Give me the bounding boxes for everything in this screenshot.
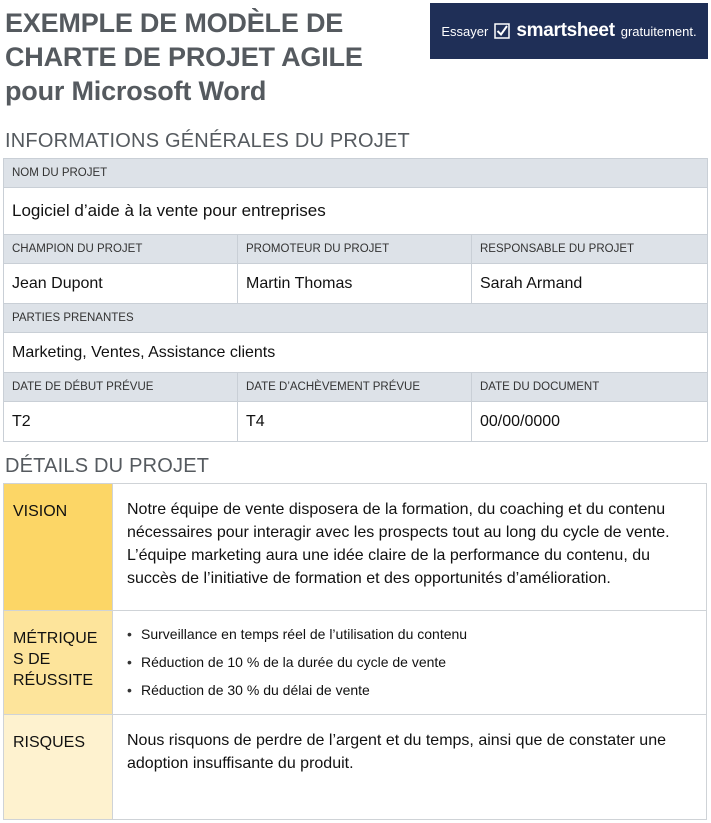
sponsor-label: PROMOTEUR DU PROJET [238,235,472,264]
metric-item: • Réduction de 30 % du délai de vente [127,676,692,704]
title-line-2: CHARTE DE PROJET AGILE [5,42,363,72]
document-date-value: 00/00/0000 [472,402,708,442]
risks-text: Nous risquons de perdre de l’argent et du temps, ainsi que de constater une adoption insuffisante du produit. [113,715,707,820]
document-title [5,6,425,108]
smartsheet-trial-banner[interactable] [430,3,708,59]
metrics-label-line-2: S DE [13,651,51,668]
champion-label: CHAMPION DU PROJET [4,235,238,264]
stakeholders-value: Marketing, Ventes, Assistance clients [4,333,708,373]
project-name-value: Logiciel d’aide à la vente pour entreprises [4,188,708,235]
project-details-heading: DÉTAILS DU PROJET [5,455,210,477]
metrics-label-line-3: RÉUSSITE [13,672,94,689]
vision-text: Notre équipe de vente disposera de la formation, du coaching et du contenu nécessaires pour interagir avec les prospects tout au long du cycle de vente. L’équipe marketing aura une idée claire de la performance du contenu, du succès de l’initiative de formation et des opportunités d’amélioration. [113,484,707,611]
banner-post-text: gratuitement. [620,23,697,39]
project-name-label: NOM DU PROJET [4,159,708,188]
end-date-value: T4 [238,402,472,442]
banner-brand: smartsheet [516,20,615,41]
project-details-table [3,483,707,820]
start-date-label: DATE DE DÉBUT PRÉVUE [4,373,238,402]
metrics-list-cell [113,611,707,715]
end-date-label: DATE D’ACHÈVEMENT PRÉVUE [238,373,472,402]
general-info-table [3,158,708,442]
banner-pre-text: Essayer [441,23,489,39]
title-line-1: EXEMPLE DE MODÈLE DE [5,8,344,38]
metric-item: • Surveillance en temps réel de l’utilisation du contenu [127,620,692,648]
metrics-list [127,620,692,704]
smartsheet-check-icon [494,23,510,39]
stakeholders-label: PARTIES PRENANTES [4,304,708,333]
manager-value: Sarah Armand [472,264,708,304]
vision-label: VISION [4,484,113,611]
risks-label: RISQUES [4,715,113,820]
metrics-label-line-1: MÉTRIQUE [13,630,98,647]
start-date-value: T2 [4,402,238,442]
document-date-label: DATE DU DOCUMENT [472,373,708,402]
metric-item: • Réduction de 10 % de la durée du cycle de vente [127,648,692,676]
champion-value: Jean Dupont [4,264,238,304]
sponsor-value: Martin Thomas [238,264,472,304]
manager-label: RESPONSABLE DU PROJET [472,235,708,264]
title-line-3: pour Microsoft Word [5,76,267,106]
general-info-heading: INFORMATIONS GÉNÉRALES DU PROJET [5,130,410,152]
metrics-label [4,611,113,715]
